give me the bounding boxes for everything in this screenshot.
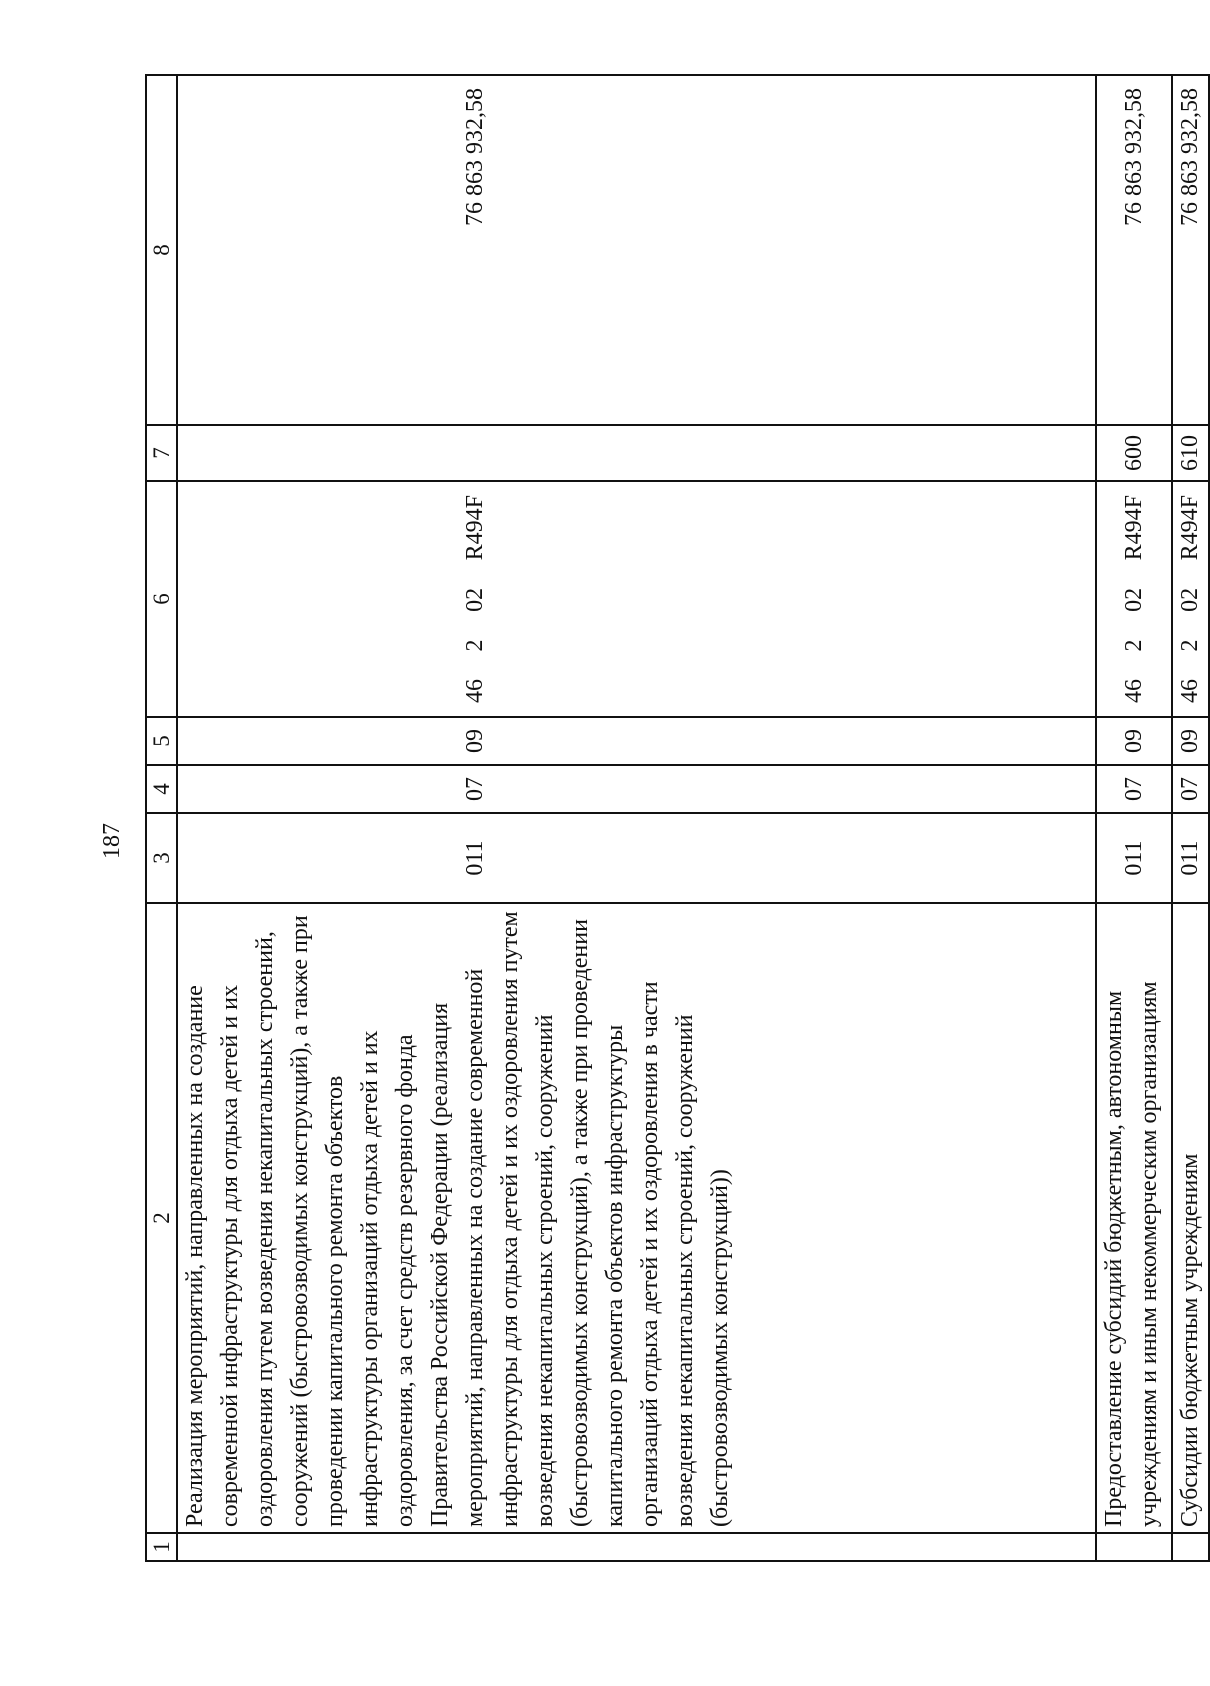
description-cell: Предоставление субсидий бюджетным, автономным учреждениям и иным некоммерческим организациям bbox=[1096, 903, 1172, 1533]
ministry-code-cell: 011 bbox=[1172, 813, 1209, 903]
target-code-part: 2 bbox=[462, 639, 488, 652]
target-article-cell bbox=[177, 481, 1096, 717]
target-code-part: 02 bbox=[462, 587, 488, 612]
ministry-code-cell: 011 bbox=[1096, 813, 1172, 903]
rotated-table-wrapper bbox=[145, 76, 1203, 1562]
description-cell: Реализация мероприятий, направленных на создание современной инфраструктуры для отдыха детей и их оздоровления путем возведения некапитальных строений, сооружений (быстровозводимых конструкций), а также при проведении капитального ремонта объектов инфраструктуры организаций отдыха детей и их оздоровления, за счет средств резервного фонда Правительства Российской Федерации (реализация мероприятий, направленных на создание современной инфраструктуры для отдыха детей и их оздоровления путем возведения некапитальных строений, сооружений (быстровозводимых конструкций), а также при проведении капитального ремонта объектов инфраструктуры организаций отдыха детей и их оздоровления в части возведения некапитальных строений, сооружений (быстровозводимых конструкций)) bbox=[177, 903, 1096, 1533]
header-cell: 6 bbox=[146, 481, 177, 717]
amount-cell: 76 863 932,58 bbox=[1172, 75, 1209, 425]
table-row bbox=[177, 75, 1096, 1561]
target-code-part: 2 bbox=[1120, 639, 1147, 652]
target-code-part: 02 bbox=[1120, 587, 1147, 612]
target-code-part: 46 bbox=[462, 679, 488, 703]
subsection-code-cell: 09 bbox=[1096, 717, 1172, 765]
row-number-cell bbox=[1172, 1533, 1209, 1561]
table-header-row bbox=[146, 75, 177, 1561]
target-code-part: 46 bbox=[1120, 679, 1147, 703]
row-number-cell bbox=[1096, 1533, 1172, 1561]
header-cell: 1 bbox=[146, 1533, 177, 1561]
expense-type-cell: 610 bbox=[1172, 425, 1209, 481]
target-code-part: R494F bbox=[1120, 495, 1147, 561]
expense-type-cell bbox=[177, 425, 1096, 481]
target-code-part: 46 bbox=[1177, 679, 1203, 703]
table-row bbox=[1096, 75, 1172, 1561]
header-cell: 7 bbox=[146, 425, 177, 481]
expense-type-cell: 600 bbox=[1096, 425, 1172, 481]
subsection-code-cell: 09 bbox=[177, 717, 1096, 765]
header-cell: 3 bbox=[146, 813, 177, 903]
row-number-cell bbox=[177, 1533, 1096, 1561]
header-cell: 5 bbox=[146, 717, 177, 765]
header-cell: 8 bbox=[146, 75, 177, 425]
ministry-code-cell: 011 bbox=[177, 813, 1096, 903]
table-row bbox=[1172, 75, 1209, 1561]
description-cell: Субсидии бюджетным учреждениям bbox=[1172, 903, 1209, 1533]
amount-cell: 76 863 932,58 bbox=[177, 75, 1096, 425]
header-cell: 4 bbox=[146, 765, 177, 813]
target-article-cell bbox=[1096, 481, 1172, 717]
section-code-cell: 07 bbox=[177, 765, 1096, 813]
target-code-part: 02 bbox=[1177, 587, 1203, 612]
page-number: 187 bbox=[99, 823, 125, 859]
target-code-part: 2 bbox=[1177, 639, 1203, 652]
section-code-cell: 07 bbox=[1096, 765, 1172, 813]
target-code-part: R494F bbox=[1177, 495, 1203, 561]
header-cell: 2 bbox=[146, 903, 177, 1533]
target-article-cell bbox=[1172, 481, 1209, 717]
subsection-code-cell: 09 bbox=[1172, 717, 1209, 765]
target-code-part: R494F bbox=[462, 495, 488, 561]
amount-cell: 76 863 932,58 bbox=[1096, 75, 1172, 425]
section-code-cell: 07 bbox=[1172, 765, 1209, 813]
budget-table bbox=[145, 74, 1210, 1562]
